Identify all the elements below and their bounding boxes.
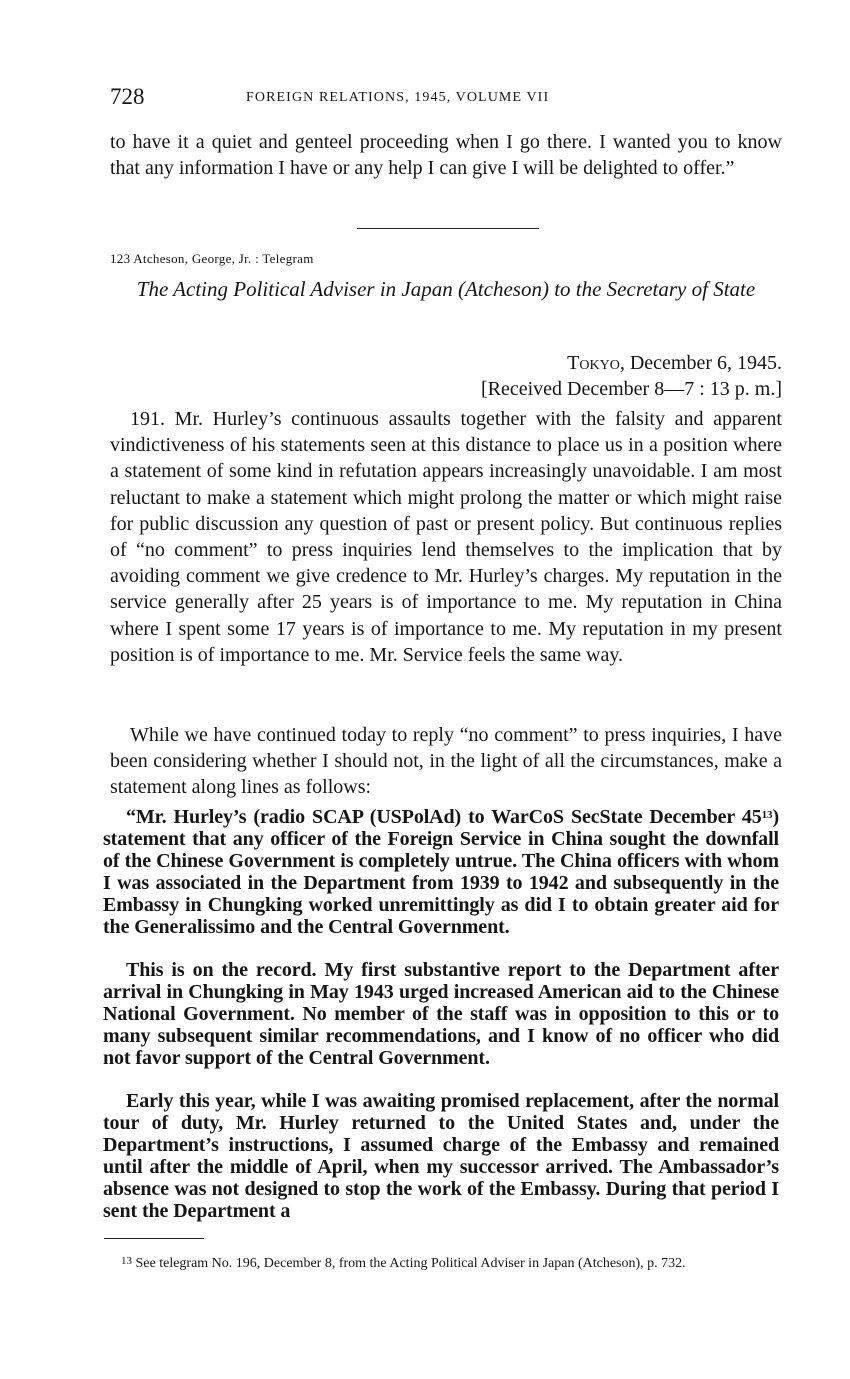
- section-divider: [357, 228, 539, 229]
- page-number: 728: [110, 84, 145, 109]
- quoted-paragraph: [103, 807, 779, 938]
- quoted-paragraph: Early this year, while I was awaiting promised replacement, after the normal tour of duty, Mr. Hurley returned to the United States and, under the Department’s instructions, I assumed charge of the Embassy and remained until after the middle of April, when my successor arrived. The Ambassador’s absence was not designed to stop the work of the Embassy. During that period I sent the Department a: [103, 1090, 779, 1222]
- document-title: The Acting Political Adviser in Japan (Atcheson) to the Secretary of State: [136, 277, 756, 301]
- dateline: [567, 350, 782, 376]
- footnote-divider: [104, 1238, 204, 1239]
- opening-paragraph: to have it a quiet and genteel proceeding when I go there. I wanted you to know that any information I have or any help I can give I will be delighted to offer.”: [110, 131, 782, 180]
- document-header: 123 Atcheson, George, Jr. : Telegram: [110, 251, 314, 266]
- received-line: [Received December 8—7 : 13 p. m.]: [480, 378, 782, 400]
- quoted-paragraph: This is on the record. My first substantive report to the Department after arrival in Chungking in May 1943 urged increased American aid to the Chinese National Government. No member of the staff was in opposition to this or to many subsequent similar recommendations, and I know of no officer who did not favor support of the Central Government.: [103, 959, 779, 1069]
- running-title: FOREIGN RELATIONS, 1945, VOLUME VII: [246, 90, 550, 105]
- quoted-text: ) statement that any officer of the Foreign Service in China sought the downfall of the Chinese Government is completely untrue. The China officers with whom I was associated in the Department from 1939 to 1942 and subsequently in the Embassy in Chungking worked unremittingly as did I to obtain greater aid for the Generalissimo and the Central Government.: [103, 806, 779, 938]
- body-paragraph: While we have continued today to reply “no comment” to press inquiries, I have been considering whether I should not, in the light of all the circumstances, make a statement along lines as follows:: [110, 724, 782, 799]
- footnote-reference: 13: [761, 809, 773, 821]
- dateline-place: Tokyo: [567, 352, 620, 374]
- running-head: [110, 84, 782, 116]
- dateline-date: , December 6, 1945.: [619, 352, 782, 374]
- body-paragraph: 191. Mr. Hurley’s continuous assaults together with the falsity and apparent vindictiveness of his statements seen at this distance to place us in a position where a statement of some kind in refutation appears increasingly unavoidable. I am most reluctant to make a statement which might prolong the matter or which might raise for public discussion any question of past or present policy. But continuous replies of “no comment” to press inquiries lend themselves to the implication that by avoiding comment we give credence to Mr. Hurley’s charges. My reputation in the service generally after 25 years is of importance to me. My reputation in China where I spent some 17 years is of importance to me. My reputation in my present position is of importance to me. Mr. Service feels the same way.: [110, 408, 782, 666]
- footnote: [104, 1254, 782, 1273]
- quoted-text: “Mr. Hurley’s (radio SCAP (USPolAd) to WarCoS SecState December 45: [126, 806, 762, 828]
- footnote-marker: 13: [121, 1255, 132, 1267]
- footnote-text: See telegram No. 196, December 8, from the Acting Political Adviser in Japan (Atcheson), p. 732.: [135, 1256, 686, 1271]
